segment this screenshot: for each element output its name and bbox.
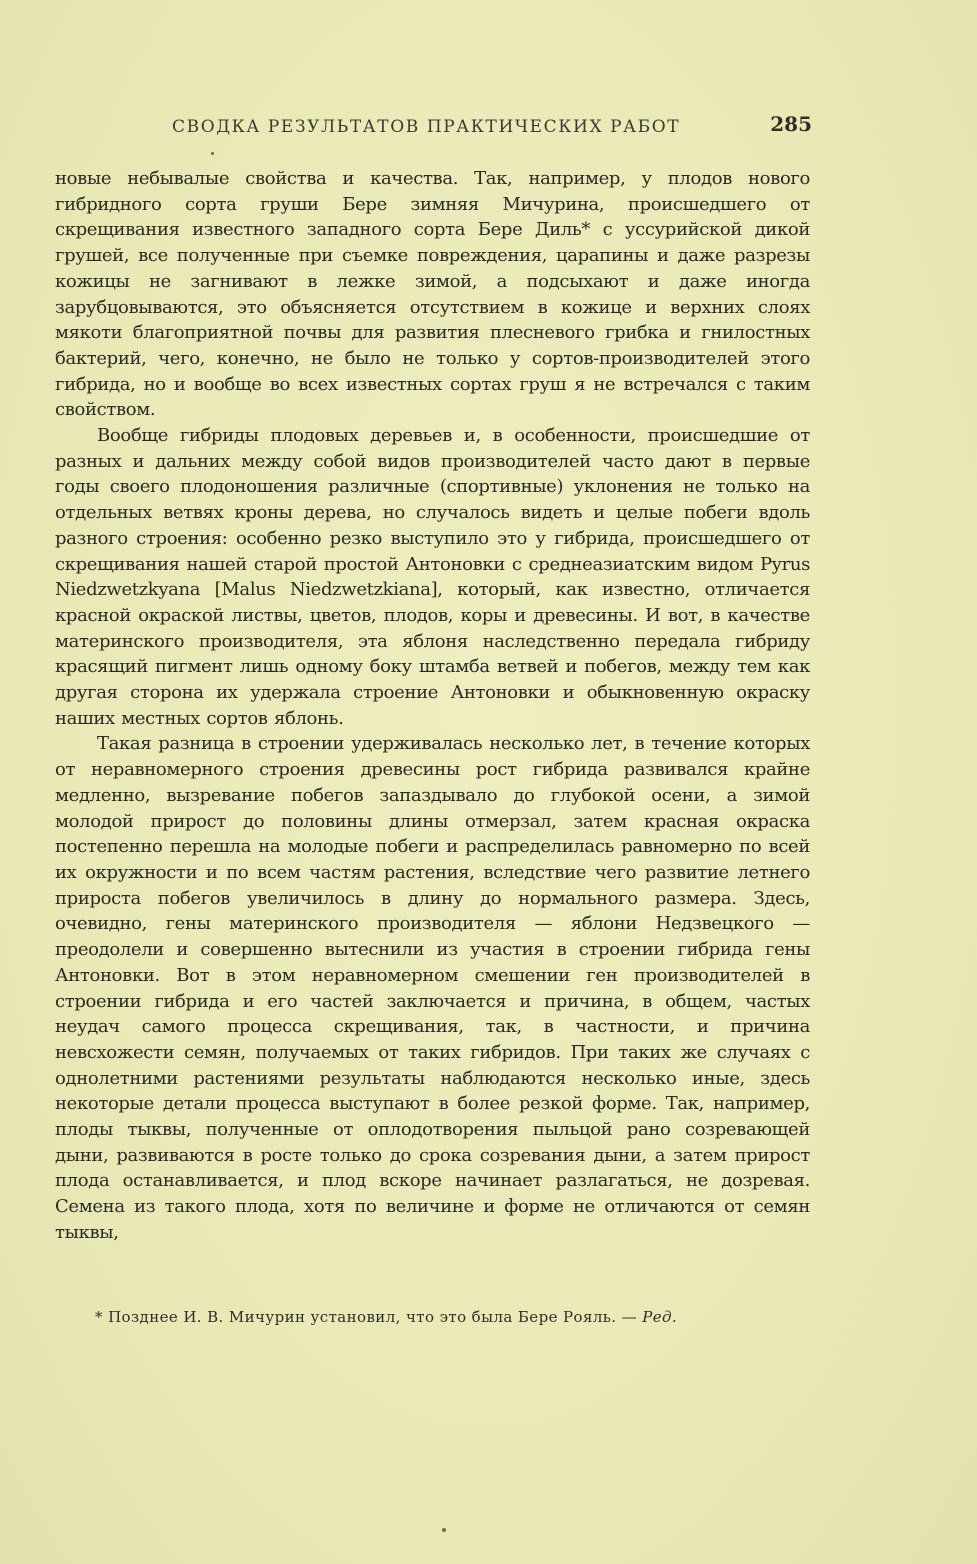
footnote bbox=[95, 1308, 795, 1326]
paragraph-1: новые небывалые свойства и качества. Так, например, у плодов нового гибридного сорта груши Бере зимняя Мичурина, происшедшего от скрещивания известного западного сорта Бере Диль* с уссурийской дикой грушей, все полученные при съемке повреждения, царапины и даже разрезы кожицы не загнивают в лежке зимой, а подсыхают и даже иногда зарубцовываются, это объясняется отсутствием в кожице и верхних слоях мякоти благоприятной почвы для развития плесневого грибка и гнилостных бактерий, чего, конечно, не было не только у сортов-производителей этого гибрида, но и вообще во всех известных сортах груш я не встречался с таким свойством. bbox=[55, 168, 810, 421]
body-text bbox=[55, 166, 810, 1246]
page-header bbox=[172, 112, 812, 142]
running-title: СВОДКА РЕЗУЛЬТАТОВ ПРАКТИЧЕСКИХ РАБОТ bbox=[172, 117, 681, 137]
page-number: 285 bbox=[770, 112, 812, 136]
paper-speck bbox=[442, 1528, 446, 1532]
paper-speck bbox=[211, 152, 214, 155]
footnote-text: * Позднее И. В. Мичурин установил, что это была Бере Рояль. — bbox=[95, 1308, 638, 1326]
paragraph-2: Вообще гибриды плодовых деревьев и, в особенности, происшедшие от разных и дальних между собой видов производителей часто дают в первые годы своего плодоношения различные (спортивные) уклонения не только на отдельных ветвях кроны дерева, но случалось видеть и целые побеги вдоль разного строения: особенно резко выступило это у гибрида, происшедшего от скрещивания нашей старой простой Антоновки с среднеазиатским видом Pyrus Niedzwetzkyana [Malus Niedzwetzkiana], который, как известно, отличается красной окраской листвы, цветов, плодов, коры и древесины. И вот, в качестве материнского производителя, эта яблоня наследственно передала гибриду красящий пигмент лишь одному боку штамба ветвей и побегов, между тем как другая сторона их удержала строение Антоновки и обыкновенную окраску наших местных сортов яблонь. bbox=[55, 425, 810, 729]
paragraph-3: Такая разница в строении удерживалась несколько лет, в течение которых от неравномерного строения древесины рост гибрида развивался крайне медленно, вызревание побегов запаздывало до глубокой осени, а зимой молодой прирост до половины длины отмерзал, затем красная окраска постепенно перешла на молодые побеги и распределилась равномерно по всей их окружности и по всем частям растения, вследствие чего развитие летнего прироста побегов увеличилось в длину до нормального размера. Здесь, очевидно, гены материнского производителя — яблони Недзвецкого — преодолели и совершенно вытеснили из участия в строении гибрида гены Антоновки. Вот в этом неравномерном смешении ген производителей в строении гибрида и его частей заключается и причина, в общем, частых неудач самого процесса скрещивания, так, в частности, и причина невсхожести семян, получаемых от таких гибридов. При таких же случаях с однолетними растениями результаты наблюдаются несколько иные, здесь некоторые детали процесса выступают в более резкой форме. Так, например, плоды тыквы, полученные от оплодотворения пыльцой рано созревающей дыни, развиваются в росте только до срока созревания дыни, а затем прирост плода останавливается, и плод вскоре начинает разлагаться, не дозревая. Семена из такого плода, хотя по величине и форме не отличаются от семян тыквы, bbox=[55, 733, 810, 1243]
footnote-editor-mark: Ред. bbox=[642, 1308, 678, 1326]
